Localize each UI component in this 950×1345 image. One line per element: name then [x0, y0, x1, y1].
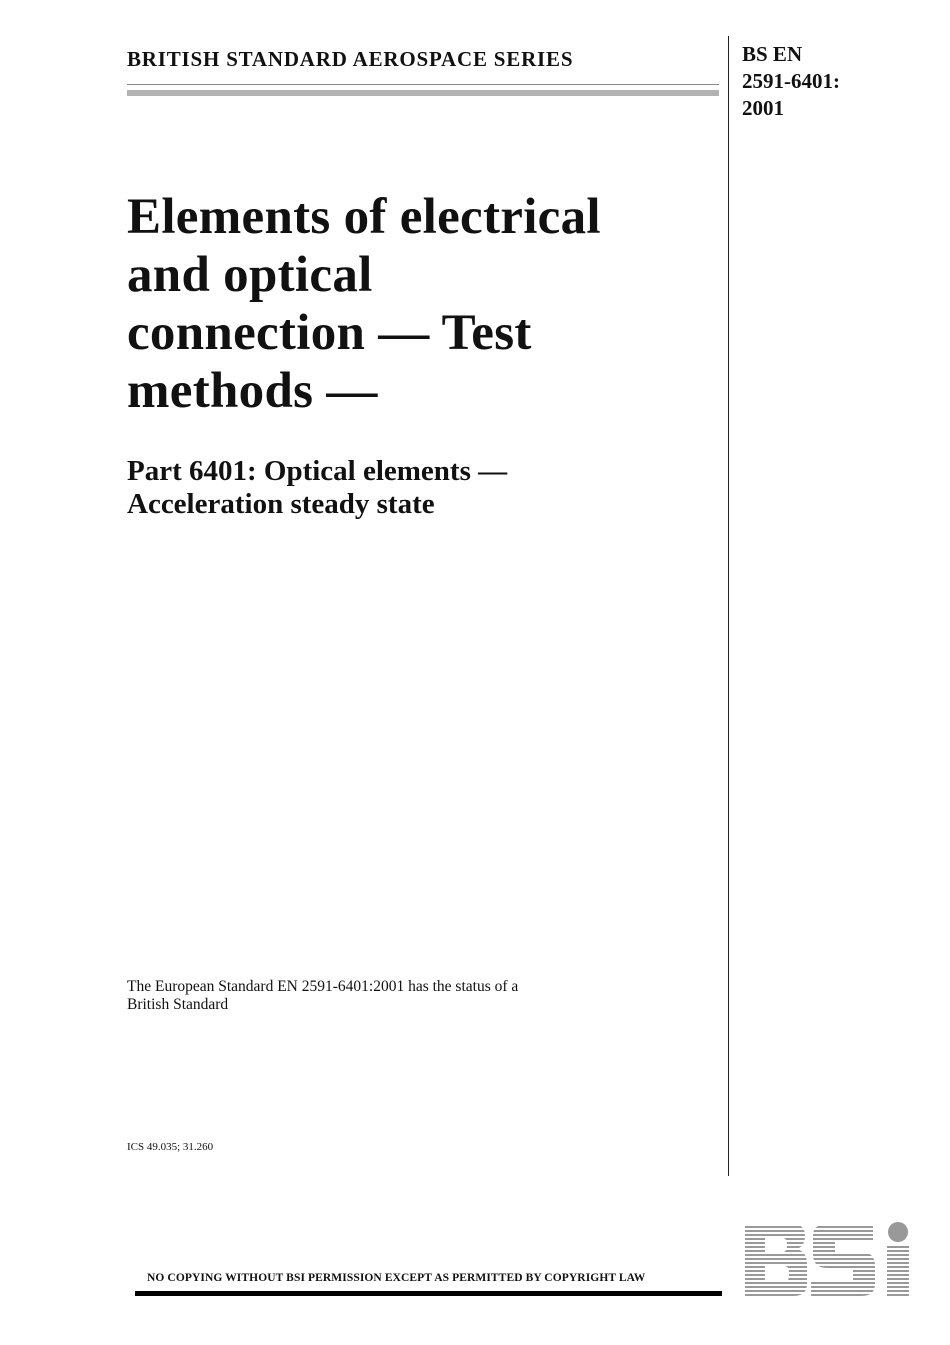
document-title: [127, 188, 717, 420]
series-heading: BRITISH STANDARD AEROSPACE SERIES: [127, 47, 574, 71]
title-line: Elements of electrical: [127, 189, 601, 245]
standard-number-line: BS EN: [742, 42, 803, 66]
margin-divider: [728, 36, 729, 1176]
header-rule-thick: [127, 90, 719, 96]
standard-number-line: 2001: [742, 96, 784, 120]
subtitle-line: Acceleration steady state: [127, 488, 435, 520]
document-subtitle: [127, 455, 717, 521]
ics-code: ICS 49.035; 31.260: [127, 1141, 214, 1153]
standard-number: [742, 41, 840, 122]
subtitle-line: Part 6401: Optical elements —: [127, 455, 508, 487]
status-statement: [127, 978, 518, 1014]
status-line: The European Standard EN 2591-6401:2001 has the status of a: [127, 978, 519, 995]
copyright-notice: NO COPYING WITHOUT BSI PERMISSION EXCEPT AS PERMITTED BY COPYRIGHT LAW: [147, 1272, 646, 1284]
standard-number-line: 2591-6401:: [742, 69, 840, 93]
status-line: British Standard: [127, 996, 229, 1013]
title-line: methods —: [127, 363, 378, 419]
header-rule-thin: [127, 84, 719, 85]
bsi-logo: [745, 1222, 915, 1298]
footer-rule: [135, 1291, 722, 1296]
title-line: and optical: [127, 247, 373, 303]
title-line: connection — Test: [127, 305, 532, 361]
